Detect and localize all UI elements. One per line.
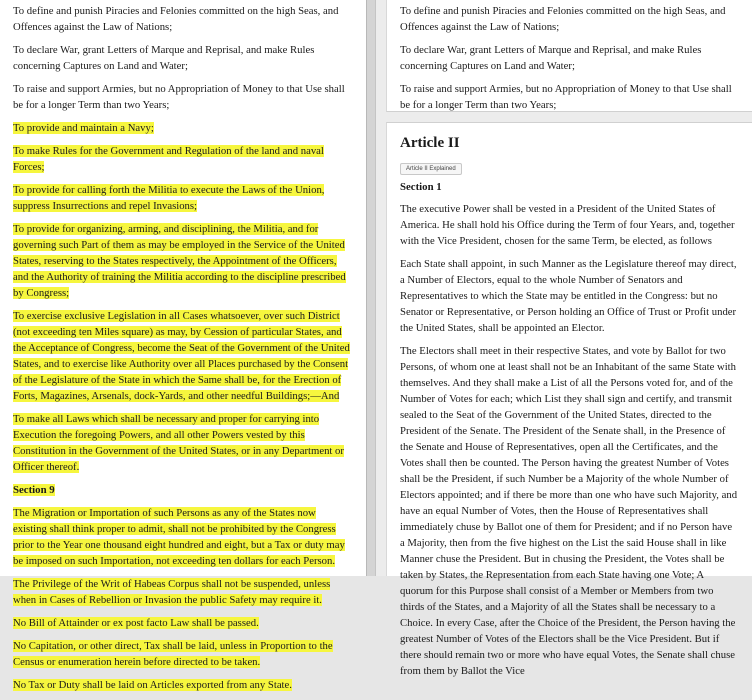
left-paragraph-text: To provide for organizing, arming, and disciplining, the Militia, and for governing such Part of them as may be employed in the Service of the United States, reserving to the States respectively, the Appointment of the Officers, and the Authority of training the Militia according to the discipline prescribed by Congress;: [13, 223, 346, 299]
left-section-paragraph: [13, 638, 352, 670]
left-paragraph: [13, 143, 352, 175]
left-paragraph: [13, 3, 352, 35]
left-section-paragraph: [13, 615, 352, 631]
left-section-paragraph: [13, 677, 352, 693]
right-top-paragraph: [400, 42, 738, 74]
right-paragraph: [400, 201, 738, 249]
right-paragraph-list: [400, 201, 738, 679]
left-section-paragraph-list: [13, 505, 352, 693]
left-section-paragraph-text: The Migration or Importation of such Persons as any of the States now existing shall think proper to admit, shall not be prohibited by the Congress prior to the Year one thousand eight hundred and eight, but a Tax or duty may be imposed on such Importation, not exceeding ten dollars for each Person.: [13, 507, 345, 567]
left-paragraph-text: To exercise exclusive Legislation in all Cases whatsoever, over such District (not exceeding ten Miles square) as may, by Cession of particular States, and the Acceptance of Congress, become the Seat of the Government of the United States, and to exercise like Authority over all Places purchased by the Consent of the Legislature of the State in which the Same shall be, for the Erection of Forts, Magazines, Arsenals, dock-Yards, and other needful Buildings;—And: [13, 310, 350, 402]
right-top-card: [386, 0, 752, 112]
left-paragraph: [13, 182, 352, 214]
right-paragraph-text: The executive Power shall be vested in a President of the United States of America. He shall hold his Office during the Term of four Years, and, together with the Vice President, chosen for the same Term, be elected, as follows: [400, 203, 735, 247]
left-section-heading: [13, 482, 352, 498]
left-paragraph-list: [13, 3, 352, 475]
right-top-paragraph: [400, 81, 738, 113]
right-paragraph-text: The Electors shall meet in their respective States, and vote by Ballot for two Persons, of whom one at least shall not be an Inhabitant of the same State with themselves. And they shall make a List of all the Persons voted for, and of the Number of Votes for each; which List they shall sign and certify, and transmit sealed to the Seat of the Government of the United States, directed to the President of the Senate. The President of the Senate shall, in the Presence of the Senate and House of Representatives, open all the Certificates, and the Votes shall then be counted. The Person having the greatest Number of Votes shall be the President, if such Number be a Majority of the whole Number of Electors appointed; and if there be more than one who have such Majority, and have an equal Number of Votes, then the House of Representatives shall immediately chuse by Ballot one of them for President; and if no Person have a Majority, then from the five highest on the List the said House shall in like Manner chuse the President. But in chusing the President, the Votes shall be taken by States, the Representation from each State having one Vote; A quorum for this Purpose shall consist of a Member or Members from two thirds of the States, and a Majority of all the States shall be necessary to a Choice. In every Case, after the Choice of the President, the Person having the greatest Number of Votes of the Electors shall be the Vice President. But if there should remain two or more who have equal Votes, the Senate shall chuse from them by Ballot the Vice: [400, 345, 738, 677]
right-top-paragraph-text: To define and punish Piracies and Felonies committed on the high Seas, and Offences against the Law of Nations;: [400, 5, 726, 33]
article-card: [386, 122, 752, 677]
right-paragraph-text: Each State shall appoint, in such Manner as the Legislature thereof may direct, a Number of Electors, equal to the whole Number of Senators and Representatives to which the State may be entitled in the Congress: but no Senator or Representative, or Person holding an Office of Trust or Profit under the United States, shall be appointed an Elector.: [400, 258, 737, 334]
right-paragraph: [400, 343, 738, 679]
right-document-pane[interactable]: [376, 0, 752, 677]
left-paragraph-text: To make Rules for the Government and Regulation of the land and naval Forces;: [13, 145, 324, 173]
right-top-paragraph-text: To declare War, grant Letters of Marque and Reprisal, and make Rules concerning Captures on Land and Water;: [400, 44, 702, 72]
left-paragraph-text: To define and punish Piracies and Felonies committed on the high Seas, and Offences against the Law of Nations;: [13, 5, 339, 33]
left-document-pane[interactable]: [0, 0, 366, 691]
right-top-paragraph-text: To raise and support Armies, but no Appropriation of Money to that Use shall be for a longer Term than two Years;: [400, 83, 732, 111]
left-paragraph: [13, 308, 352, 404]
left-paragraph: [13, 120, 352, 136]
left-paragraph: [13, 411, 352, 475]
left-paragraph-text: To provide for calling forth the Militia to execute the Laws of the Union, suppress Insurrections and repel Invasions;: [13, 184, 325, 212]
left-section-paragraph-text: No Tax or Duty shall be laid on Articles exported from any State.: [13, 679, 292, 691]
right-section-heading: Section 1: [400, 181, 442, 193]
left-paragraph: [13, 42, 352, 74]
left-paragraph: [13, 81, 352, 113]
left-section-paragraph-text: No Capitation, or other direct, Tax shall be laid, unless in Proportion to the Census or enumeration herein before directed to be taken.: [13, 640, 333, 668]
article-explained-button[interactable]: Article II Explained: [400, 163, 462, 175]
article-title: Article II: [400, 135, 460, 151]
left-section-heading-text: Section 9: [13, 484, 55, 496]
left-section-paragraph-text: No Bill of Attainder or ex post facto Law shall be passed.: [13, 617, 259, 629]
left-section-paragraph-text: The Privilege of the Writ of Habeas Corpus shall not be suspended, unless when in Cases of Rebellion or Invasion the public Safety may require it.: [13, 578, 331, 606]
left-paragraph-text: To provide and maintain a Navy;: [13, 122, 154, 134]
left-paragraph-text: To raise and support Armies, but no Appropriation of Money to that Use shall be for a longer Term than two Years;: [13, 83, 345, 111]
left-paragraph: [13, 221, 352, 301]
right-paragraph: [400, 256, 738, 336]
left-paragraph-text: To make all Laws which shall be necessary and proper for carrying into Execution the foregoing Powers, and all other Powers vested by this Constitution in the Government of the United States, or in any Department or Officer thereof.: [13, 413, 344, 473]
left-document-content: [0, 3, 366, 700]
left-section-paragraph: [13, 505, 352, 569]
right-top-paragraph-list: [400, 3, 738, 113]
right-top-paragraph: [400, 3, 738, 35]
pane-splitter[interactable]: [366, 0, 376, 576]
left-section-paragraph: [13, 576, 352, 608]
left-paragraph-text: To declare War, grant Letters of Marque and Reprisal, and make Rules concerning Captures on Land and Water;: [13, 44, 315, 72]
